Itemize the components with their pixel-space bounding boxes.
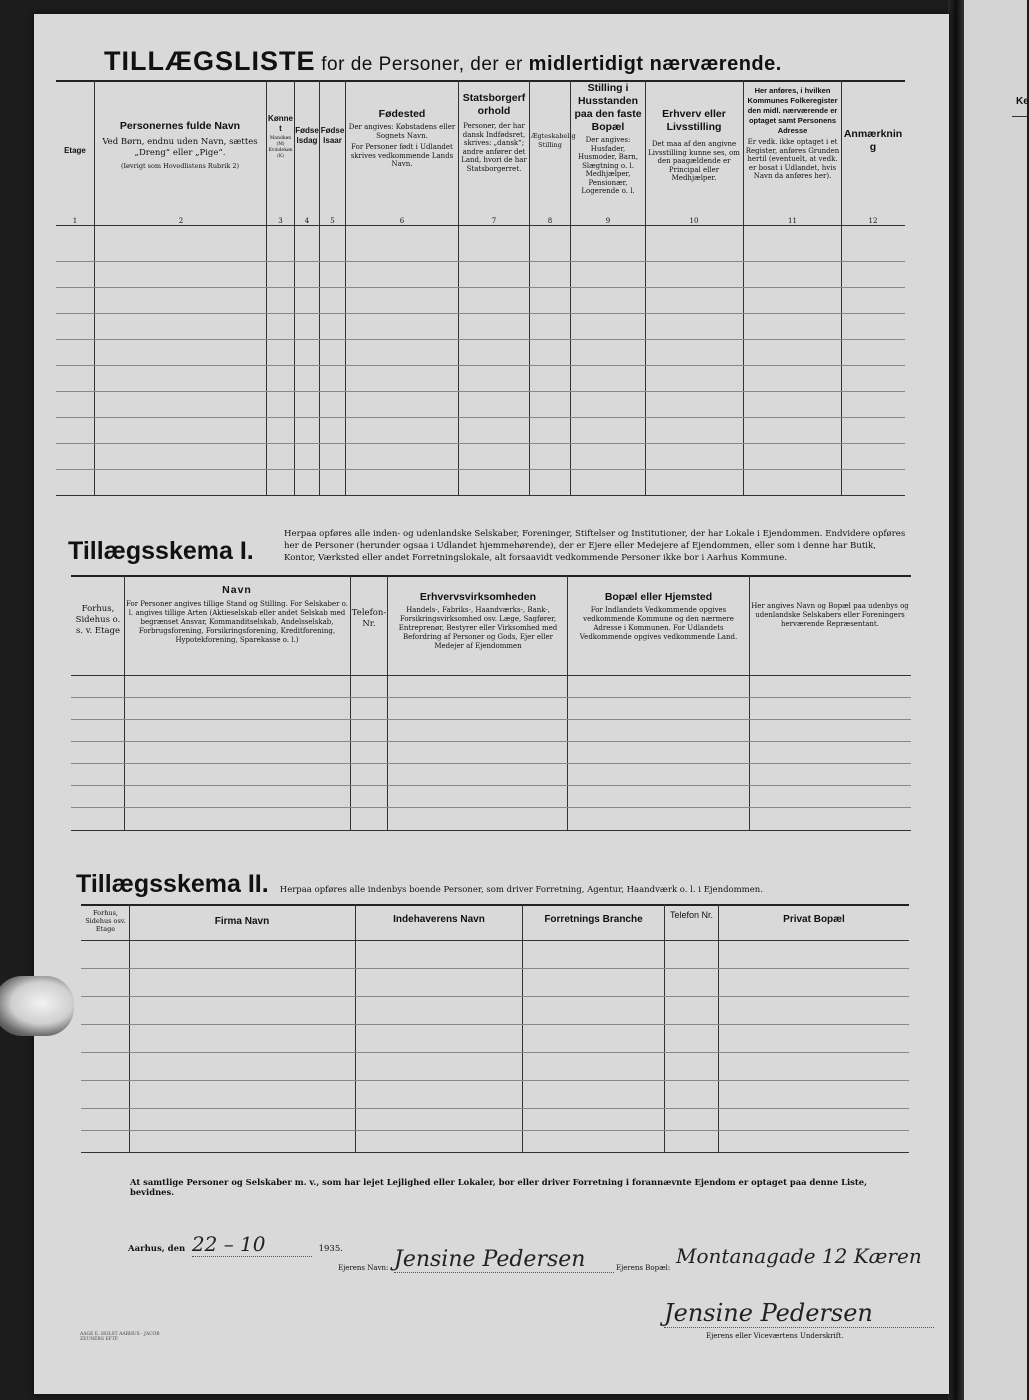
skema2-col-telefon: Telefon Nr. <box>669 910 714 920</box>
form-sheet <box>34 14 949 1394</box>
skema2-col-privat: Privat Bopæl <box>783 914 845 925</box>
col-num: 6 <box>399 217 405 225</box>
col-num: 12 <box>868 217 878 225</box>
skema2-col-firma: Firma Navn <box>214 916 270 927</box>
skema1-intro: Herpaa opføres alle inden- og udenlandske Selskaber, Foreninger, Stiftelser og Institutioner, der har Lokale i Ejendommen. Endvidere opføres her de Personer (herunder ogsaa i Udlandet hjemmehørende), der er Ejere eller Medejere af Ejendommen, eller som i denne har Butik, Kontor, Værksted eller andet Forretningslokale, alt forsaavidt vedkommende Personer ikke bor i Aarhus Kommune. <box>284 529 906 563</box>
owner-address-label: Ejerens Bopæl: <box>616 1264 671 1272</box>
owner-name-label: Ejerens Navn: <box>338 1264 389 1272</box>
title-middle: for de Personer, der er <box>315 54 529 75</box>
col-header-erhverv: Erhverv eller Livsstilling Det maa af den angivne Livsstilling kunne ses, om den paagældende er Principal eller Medhjælper. <box>648 108 740 182</box>
title-bold: midlertidigt nærværende. <box>528 53 782 75</box>
col-num: 7 <box>491 217 497 225</box>
col-num: 1 <box>72 217 78 225</box>
skema2-col-etage: Forhus, Sidehus osv. Etage <box>85 909 126 933</box>
signature-label: Ejerens eller Viceværtens Underskrift. <box>706 1332 844 1340</box>
col-num: 10 <box>689 217 699 225</box>
owner-address-handwritten: Montanagade 12 Kæren <box>676 1244 922 1268</box>
col-num: 9 <box>605 217 611 225</box>
page-title <box>104 46 782 77</box>
skema1-col-repraesentant: Her angives Navn og Bopæl paa udenbys og udenlandske Selskabers eller Foreningers herværende Repræsentant. <box>751 602 909 628</box>
skema1-title: Tillægsskema I. <box>68 537 254 565</box>
signature-handwritten: Jensine Pedersen <box>664 1299 934 1328</box>
col-header-anmaerkning: Anmærkning <box>843 128 903 153</box>
col-header-fodested: Fødested Der angives: Købstadens eller Sognets Navn. For Personer født i Udlandet skrives vedkommende Lands Navn. <box>348 108 456 168</box>
title-main: TILLÆGSLISTE <box>104 46 316 76</box>
col-header-etage: Etage <box>64 146 86 155</box>
adjacent-page <box>964 0 1027 1400</box>
col-header-fodselsdag: Fødselsdag <box>295 126 319 145</box>
year: 1935. <box>318 1244 343 1254</box>
skema1-col-etage: Forhus, Sidehus o. s. v. Etage <box>75 604 121 636</box>
skema2-header <box>76 870 763 899</box>
skema2-title: Tillægsskema II. <box>76 870 269 898</box>
skema1-col-erhverv: Erhvervsvirksomheden Handels-, Fabriks-, Haandværks-, Bank-, Forsikringsvirksomhed osv. Læge, Sagfører, Entreprenør, Bestyrer eller Virksomhed med Befordring af Personer og Gods, Ejer eller Medejer af Ejendommen <box>398 591 558 650</box>
skema2-intro: Herpaa opføres alle indenbys boende Personer, som driver Forretning, Agentur, Haandværk o. l. i Ejendommen. <box>279 885 763 895</box>
skema1-col-telefon: Telefon-Nr. <box>351 608 387 629</box>
col-num: 8 <box>547 217 553 225</box>
binder-clip <box>0 976 74 1036</box>
place-label: Aarhus, den <box>128 1244 186 1254</box>
col-num: 2 <box>178 217 184 225</box>
skema2-col-branche: Forretnings Branche <box>544 914 643 925</box>
adjacent-page-text: Ke <box>1016 96 1029 107</box>
date-line <box>128 1232 343 1257</box>
col-header-statsborger: Statsborgerforhold Personer, der har dansk Indfødsret, skrives: „dansk“; andre anfører det Land, hvori de har Statsborgerret. <box>461 92 527 173</box>
col-num: 11 <box>788 217 797 225</box>
col-header-fodselsaar: Fødselsaar <box>320 126 345 145</box>
owner-name-handwritten: Jensine Pedersen <box>394 1247 614 1273</box>
col-num: 4 <box>304 217 310 225</box>
printer-imprint: AAGE E. HOLST AARHUS · JACOB ZEUNERS EFTF. <box>80 1332 160 1342</box>
footer-statement: At samtlige Personer og Selskaber m. v., som har lejet Lejlighed eller Lokaler, bor eller driver Forretning i forannævnte Ejendom er optaget paa denne Liste, bevidnes. <box>130 1177 867 1197</box>
skema1-col-bopael: Bopæl eller Hjemsted For Indlandets Vedkommende opgives vedkommende Kommune og den nærmere Adresse i Kommunen. For Udlandets Vedkommende opgives vedkommende Land. <box>579 591 738 641</box>
col-header-aegteskab: Ægteskabelig Stilling <box>531 132 576 149</box>
date-handwritten: 22 – 10 <box>192 1232 312 1257</box>
skema2-col-indehaver: Indehaverens Navn <box>393 914 485 925</box>
col-header-kon: Kønnet Mandkøn (M) Kvindekøn (K) <box>268 114 293 159</box>
skema1-col-navn: Navn For Personer angives tillige Stand og Stilling. For Selskaber o. l. angives tillige Arten (Aktieselskab eller andet Selskab med begrænset Ansvar, Kommanditselskab, Andelsselskab, Forbrugsforening, Forsikringsforening, Kreditforening, Hypotekforening, Sparekasse o. l.) <box>126 584 348 644</box>
col-num: 3 <box>278 217 283 225</box>
col-header-stilling: Stilling i Husstanden paa den faste Bopæl Der angives: Husfader, Husmoder, Barn, Slægtning o. l. Medhjælper, Pensionær, Logerende o. l. <box>574 82 642 195</box>
col-header-folkeregister: Her anføres, i hvilken Kommunes Folkeregister den midl. nærværende er optaget samt Personens Adresse Er vedk. ikke optaget i et Register, anføres Grunden hertil (eventuelt, at vedk. er bosat i Udlandet, hvis Navn da anføres her). <box>745 86 840 180</box>
col-num: 5 <box>330 217 335 225</box>
col-header-navn: Personernes fulde Navn Ved Børn, endnu uden Navn, sættes „Dreng“ eller „Pige“. (Iøvrigt som Hovedlistens Rubrik 2) <box>102 120 258 170</box>
page-binding <box>948 0 964 1400</box>
